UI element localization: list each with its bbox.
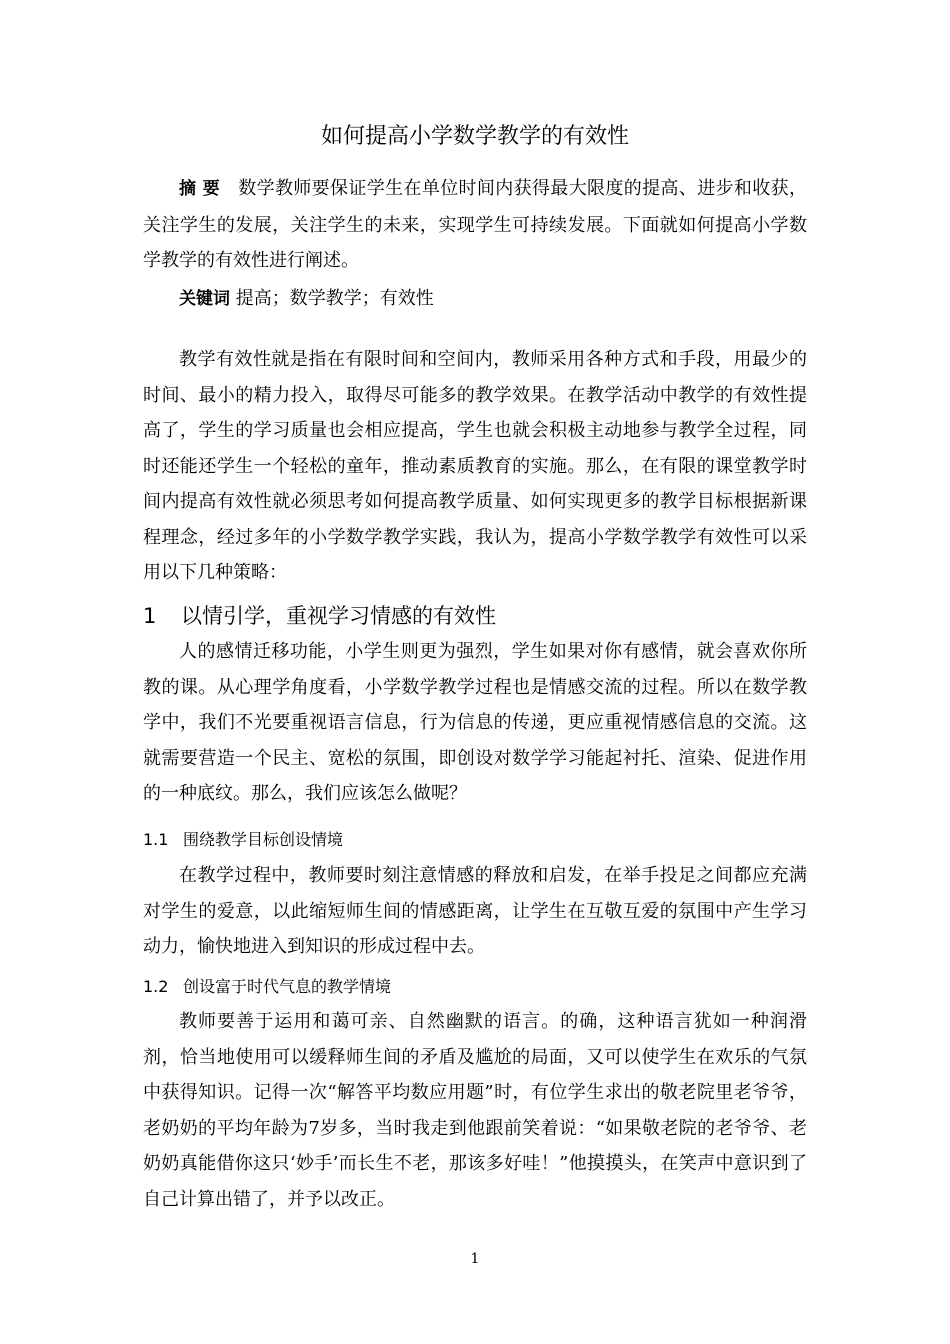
section-1-paragraph: 人的感情迁移功能，小学生则更为强烈，学生如果对你有感情，就会喜欢你所教的课。从心理学角度看，小学数学教学过程也是情感交流的过程。所以在数学教学中，我们不光要重视语言信息，行为信息的传递，更应重视情感信息的交流。这就需要营造一个民主、宽松的氛围，即创设对数学学习能起衬托、渲染、促进作用的一种底纹。那么，我们应该怎么做呢？ <box>143 641 807 804</box>
section-1-2-paragraph: 教师要善于运用和蔼可亲、自然幽默的语言。的确，这种语言犹如一种润滑剂，恰当地使用可以缓释师生间的矛盾及尴尬的局面，又可以使学生在欢乐的气氛中获得知识。记得一次“解答平均数应用题”时，有位学生求出的敬老院里老爷爷，老奶奶的平均年龄为7岁多，当时我走到他跟前笑着说：“如果敬老院的老爷爷、老奶奶真能借你这只‘妙手’而长生不老，那该多好哇！”他摸摸头，在笑声中意识到了自己计算出错了，并予以改正。 <box>143 1011 807 1210</box>
page-number: 1 <box>470 1251 480 1267</box>
keywords-label: 关键词 <box>179 289 230 309</box>
section-1-1-paragraph: 在教学过程中，教师要时刻注意情感的释放和启发，在举手投足之间都应充满对学生的爱意，以此缩短师生间的情感距离，让学生在互敬互爱的氛围中产生学习动力，愉快地进入到知识的形成过程中去。 <box>143 865 807 957</box>
abstract-label: 摘 要 <box>179 179 220 199</box>
abstract-paragraph <box>143 171 807 279</box>
section-1-heading <box>143 601 496 631</box>
section-1-1-title: 围绕教学目标创设情境 <box>183 830 344 849</box>
document-title: 如何提高小学数学教学的有效性 <box>320 124 629 149</box>
keywords-text: 提高；数学教学；有效性 <box>235 288 434 309</box>
section-1-1-number: 1.1 <box>143 830 169 849</box>
abstract-text: 数学教师要保证学生在单位时间内获得最大限度的提高、进步和收获，关注学生的发展，关注学生的未来，实现学生可持续发展。下面就如何提高小学数学教学的有效性进行阐述。 <box>143 178 808 271</box>
intro-paragraph: 教学有效性就是指在有限时间和空间内，教师采用各种方式和手段，用最少的时间、最小的精力投入，取得尽可能多的教学效果。在教学活动中教学的有效性提高了，学生的学习质量也会相应提高，学生也就会积极主动地参与教学全过程，同时还能还学生一个轻松的童年，推动素质教育的实施。那么，在有限的课堂教学时间内提高有效性就必须思考如何提高教学质量、如何实现更多的教学目标根据新课程理念，经过多年的小学数学教学实践，我认为，提高小学数学教学有效性可以采用以下几种策略： <box>143 349 807 583</box>
section-1-2-heading <box>143 974 391 1000</box>
section-1-title: 以情引学，重视学习情感的有效性 <box>181 604 496 628</box>
section-1-2-number: 1.2 <box>143 977 169 996</box>
keywords-paragraph <box>143 281 807 318</box>
section-1-2-title: 创设富于时代气息的教学情境 <box>183 977 392 996</box>
section-1-1-heading <box>143 827 343 853</box>
section-1-number: 1 <box>143 604 157 628</box>
